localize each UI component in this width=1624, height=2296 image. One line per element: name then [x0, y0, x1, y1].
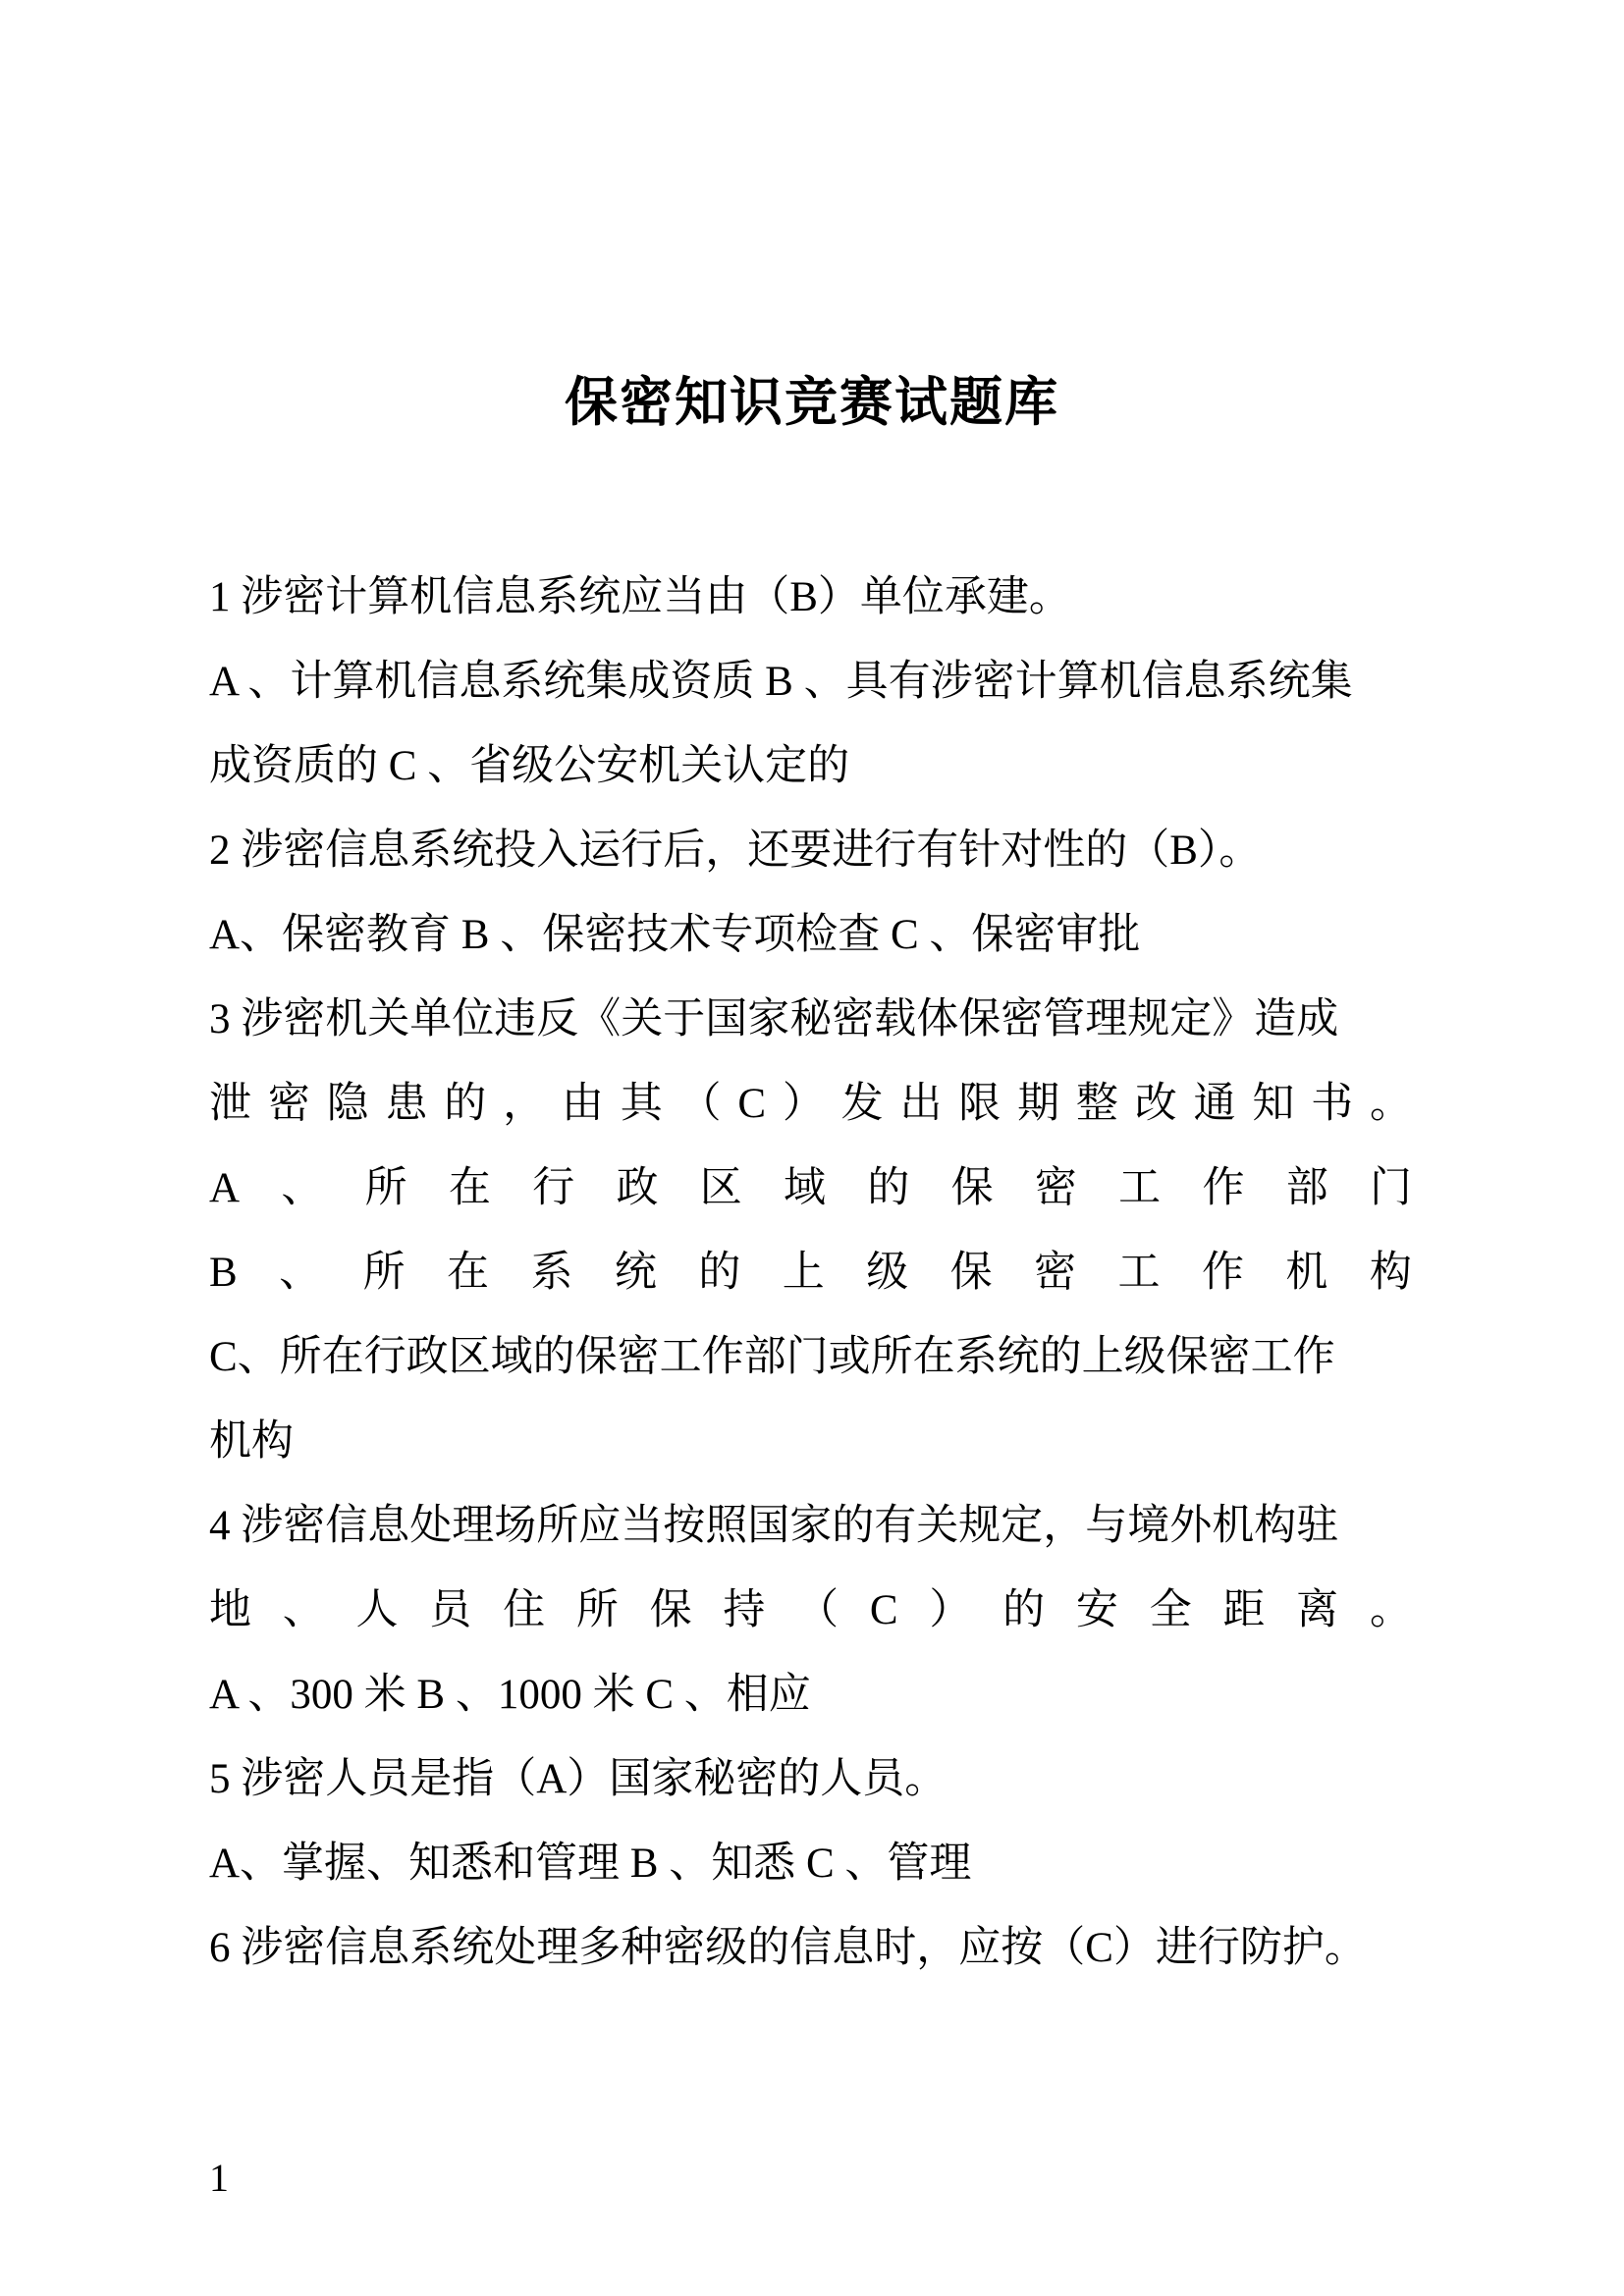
document-line: 地 、 人 员 住 所 保 持 （ C ） 的 安 全 距 离 。 [209, 1587, 1412, 1633]
document-line: 泄 密 隐 患 的 ， 由 其 （ C ） 发 出 限 期 整 改 通 知 书 。 [209, 1081, 1412, 1127]
document-line: C、所在行政区域的保密工作部门或所在系统的上级保密工作 [209, 1334, 1335, 1380]
document-line: A、掌握、知悉和管理 B 、知悉 C 、管理 [209, 1841, 972, 1887]
document-line: 1 涉密计算机信息系统应当由（B）单位承建。 [209, 574, 1071, 620]
document-line: A 、计算机信息系统集成资质 B 、具有涉密计算机信息系统集 [209, 659, 1353, 705]
document-line: 4 涉密信息处理场所应当按照国家的有关规定，与境外机构驻 [209, 1503, 1339, 1549]
document-line: A、保密教育 B 、保密技术专项检查 C 、保密审批 [209, 912, 1141, 958]
page-number: 1 [209, 2156, 229, 2200]
document-line: A 、 所 在 行 政 区 域 的 保 密 工 作 部 门 [209, 1165, 1412, 1211]
document-body [209, 556, 1412, 1991]
document-line: 6 涉密信息系统处理多种密级的信息时，应按（C）进行防护。 [209, 1925, 1367, 1971]
document-line: 2 涉密信息系统投入运行后，还要进行有针对性的（B）。 [209, 828, 1262, 874]
document-title: 保密知识竞赛试题库 [565, 373, 1059, 432]
document-line: 成资质的 C 、省级公安机关认定的 [209, 743, 850, 789]
document-line: 机构 [209, 1418, 294, 1465]
document-line: B 、 所 在 系 统 的 上 级 保 密 工 作 机 构 [209, 1250, 1412, 1296]
document-line: 3 涉密机关单位违反《关于国家秘密载体保密管理规定》造成 [209, 996, 1339, 1042]
document-line: 5 涉密人员是指（A）国家秘密的人员。 [209, 1756, 947, 1802]
document-line: A 、300 米 B 、1000 米 C 、相应 [209, 1672, 811, 1718]
